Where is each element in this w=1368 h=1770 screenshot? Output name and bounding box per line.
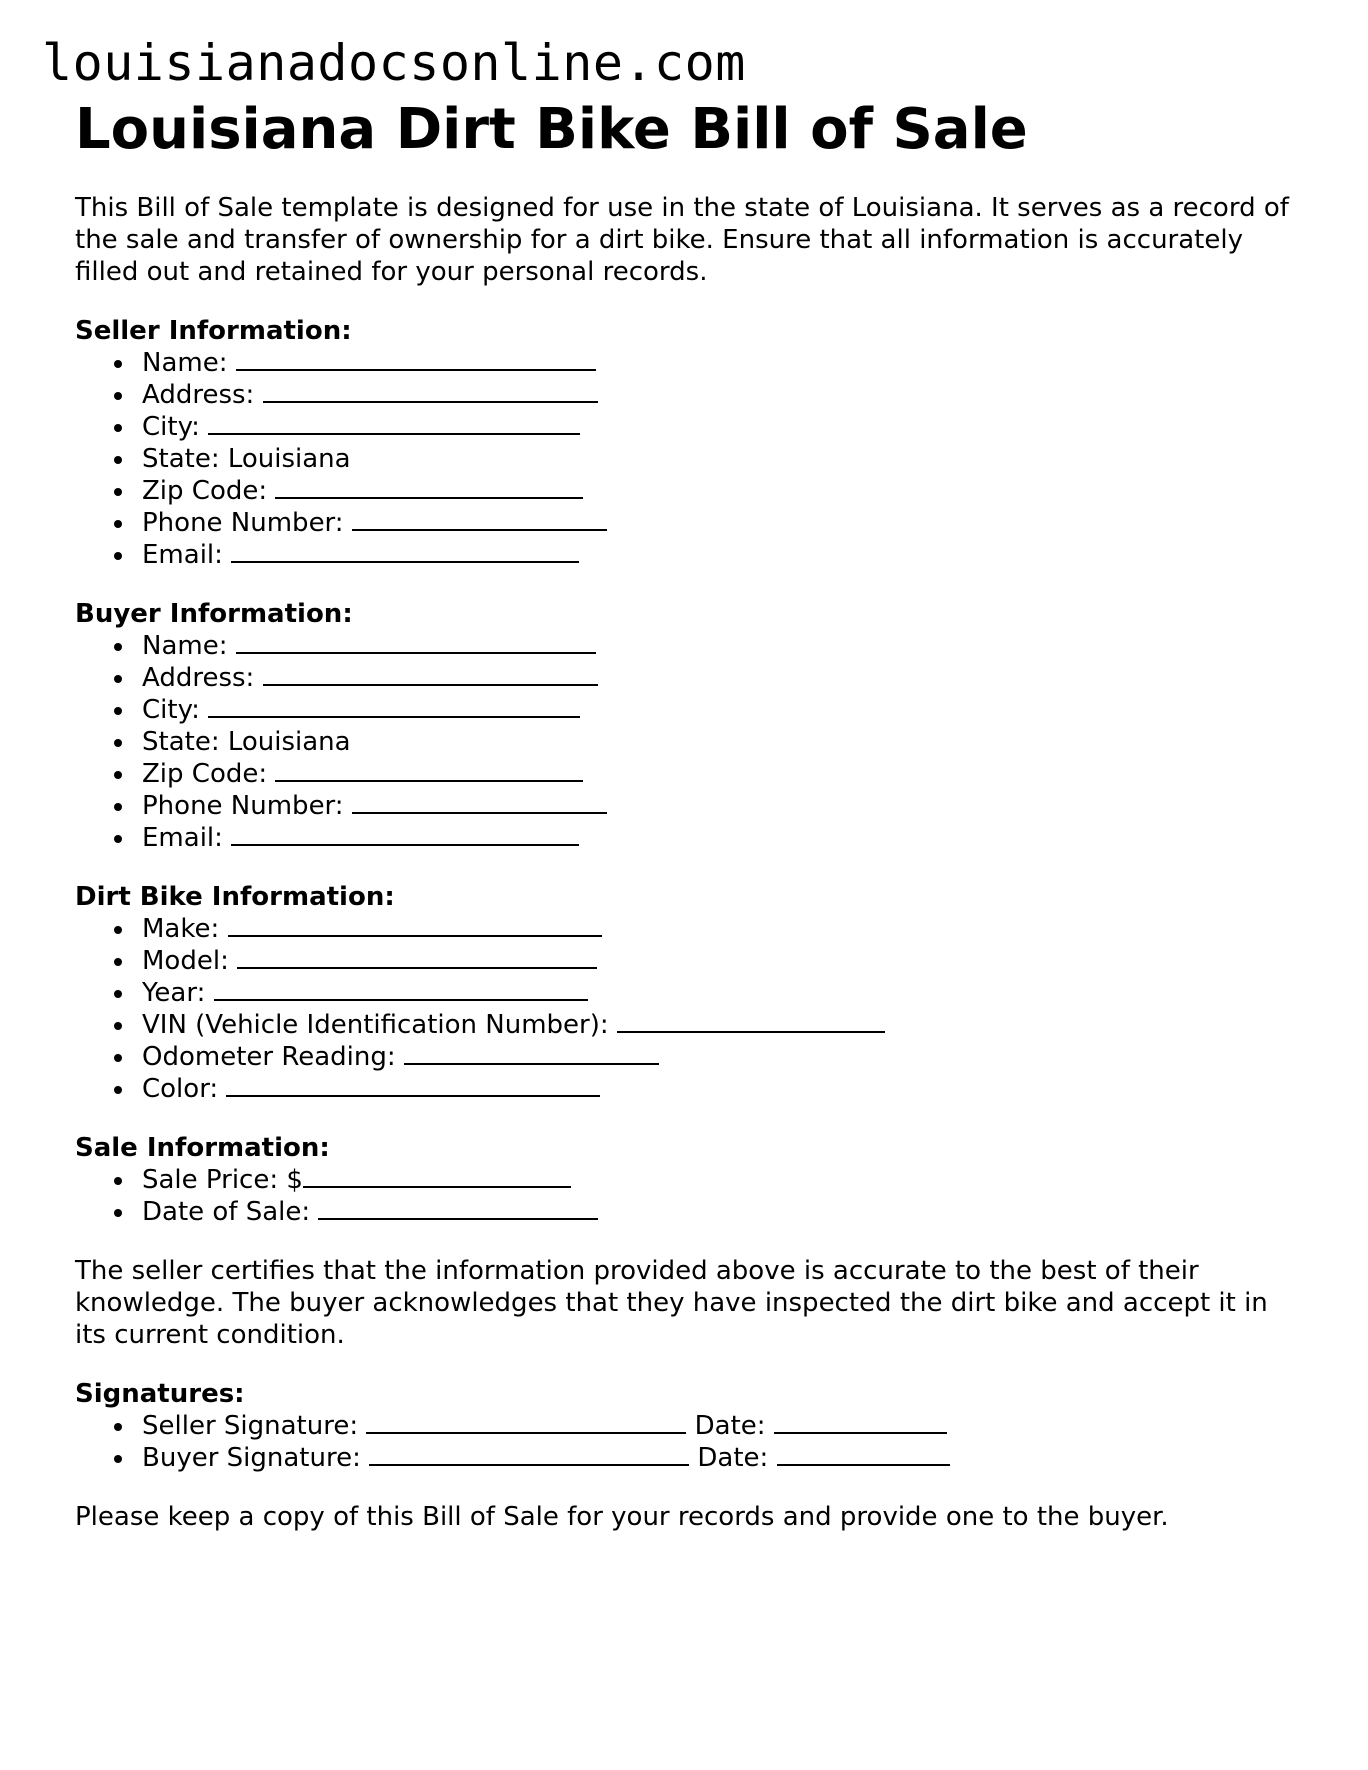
field-label: Make: — [142, 914, 220, 944]
sale-field-list — [75, 1164, 1305, 1228]
bike-color-blank[interactable] — [226, 1073, 600, 1097]
certification-paragraph: The seller certifies that the information provided above is accurate to the best of their knowledge. The buyer acknowledges that they have inspected the dirt bike and accept it in its current condition. — [75, 1256, 1268, 1350]
field-label: Phone Number: — [142, 791, 344, 821]
bike-color-field — [75, 1073, 1305, 1105]
signature-field-list — [75, 1410, 1305, 1474]
field-label: Address: — [142, 380, 255, 410]
page-title: Louisiana Dirt Bike Bill of Sale — [75, 97, 1028, 162]
buyer-signature-blank[interactable] — [369, 1442, 689, 1466]
field-label: State: Louisiana — [142, 727, 351, 757]
bike-section-heading: Dirt Bike Information: — [75, 882, 395, 912]
buyer-zip-field — [75, 758, 1305, 790]
bike-model-field — [75, 945, 1305, 977]
field-label: Name: — [142, 631, 228, 661]
field-label: VIN (Vehicle Identification Number): — [142, 1010, 609, 1040]
field-label: Email: — [142, 823, 223, 853]
sale-price-blank[interactable] — [303, 1164, 571, 1188]
seller-city-field — [75, 411, 1305, 443]
field-label: Phone Number: — [142, 508, 344, 538]
field-label: Date: — [697, 1443, 769, 1473]
sale-section-heading: Sale Information: — [75, 1133, 330, 1163]
field-label: Model: — [142, 946, 229, 976]
buyer-address-field — [75, 662, 1305, 694]
buyer-address-blank[interactable] — [263, 662, 598, 686]
field-label: Year: — [142, 978, 206, 1008]
bike-year-field — [75, 977, 1305, 1009]
field-label: Date: — [694, 1411, 766, 1441]
sale-price-field — [75, 1164, 1305, 1196]
site-watermark: louisianadocsonline.com — [42, 34, 746, 92]
seller-signature-field — [75, 1410, 1305, 1442]
seller-phone-blank[interactable] — [352, 507, 607, 531]
sale-date-blank[interactable] — [318, 1196, 598, 1220]
seller-field-list — [75, 347, 1305, 571]
bike-make-blank[interactable] — [228, 913, 602, 937]
bike-model-blank[interactable] — [237, 945, 597, 969]
seller-email-blank[interactable] — [231, 539, 579, 563]
bike-vin-field — [75, 1009, 1305, 1041]
field-label: Date of Sale: — [142, 1197, 311, 1227]
bike-vin-blank[interactable] — [617, 1009, 885, 1033]
buyer-email-blank[interactable] — [231, 822, 579, 846]
seller-address-field — [75, 379, 1305, 411]
bike-odometer-field — [75, 1041, 1305, 1073]
buyer-email-field — [75, 822, 1305, 854]
field-label: City: — [142, 695, 200, 725]
signatures-section-heading: Signatures: — [75, 1379, 245, 1409]
field-label: Sale Price: $ — [142, 1165, 303, 1195]
field-label: Email: — [142, 540, 223, 570]
buyer-phone-blank[interactable] — [352, 790, 607, 814]
buyer-name-field — [75, 630, 1305, 662]
buyer-state-field — [75, 726, 1305, 758]
buyer-field-list — [75, 630, 1305, 854]
intro-paragraph: This Bill of Sale template is designed for use in the state of Louisiana. It serves as a record of the sale and transfer of ownership for a dirt bike. Ensure that all information is accurately filled out and retained for your personal records. — [75, 193, 1289, 287]
seller-address-blank[interactable] — [263, 379, 598, 403]
buyer-city-field — [75, 694, 1305, 726]
bill-of-sale-document — [75, 96, 1305, 1533]
seller-zip-blank[interactable] — [275, 475, 583, 499]
seller-state-field — [75, 443, 1305, 475]
seller-name-field — [75, 347, 1305, 379]
bike-year-blank[interactable] — [214, 977, 588, 1001]
buyer-zip-blank[interactable] — [275, 758, 583, 782]
field-label: Zip Code: — [142, 476, 268, 506]
seller-signature-blank[interactable] — [366, 1410, 686, 1434]
seller-signature-date-blank[interactable] — [774, 1410, 947, 1434]
seller-phone-field — [75, 507, 1305, 539]
field-label: Zip Code: — [142, 759, 268, 789]
field-label: Buyer Signature: — [142, 1443, 361, 1473]
buyer-signature-field — [75, 1442, 1305, 1474]
buyer-name-blank[interactable] — [236, 630, 596, 654]
seller-city-blank[interactable] — [208, 411, 580, 435]
seller-email-field — [75, 539, 1305, 571]
buyer-signature-date-blank[interactable] — [777, 1442, 950, 1466]
field-label: Seller Signature: — [142, 1411, 359, 1441]
bike-field-list — [75, 913, 1305, 1105]
bike-odometer-blank[interactable] — [404, 1041, 659, 1065]
buyer-section-heading: Buyer Information: — [75, 599, 353, 629]
buyer-phone-field — [75, 790, 1305, 822]
seller-section-heading: Seller Information: — [75, 316, 352, 346]
buyer-city-blank[interactable] — [208, 694, 580, 718]
field-label: Name: — [142, 348, 228, 378]
field-label: City: — [142, 412, 200, 442]
field-label: Address: — [142, 663, 255, 693]
field-label: State: Louisiana — [142, 444, 351, 474]
closing-note: Please keep a copy of this Bill of Sale for your records and provide one to the buyer. — [75, 1502, 1169, 1532]
bike-make-field — [75, 913, 1305, 945]
seller-zip-field — [75, 475, 1305, 507]
field-label: Odometer Reading: — [142, 1042, 396, 1072]
sale-date-field — [75, 1196, 1305, 1228]
field-label: Color: — [142, 1074, 219, 1104]
seller-name-blank[interactable] — [236, 347, 596, 371]
